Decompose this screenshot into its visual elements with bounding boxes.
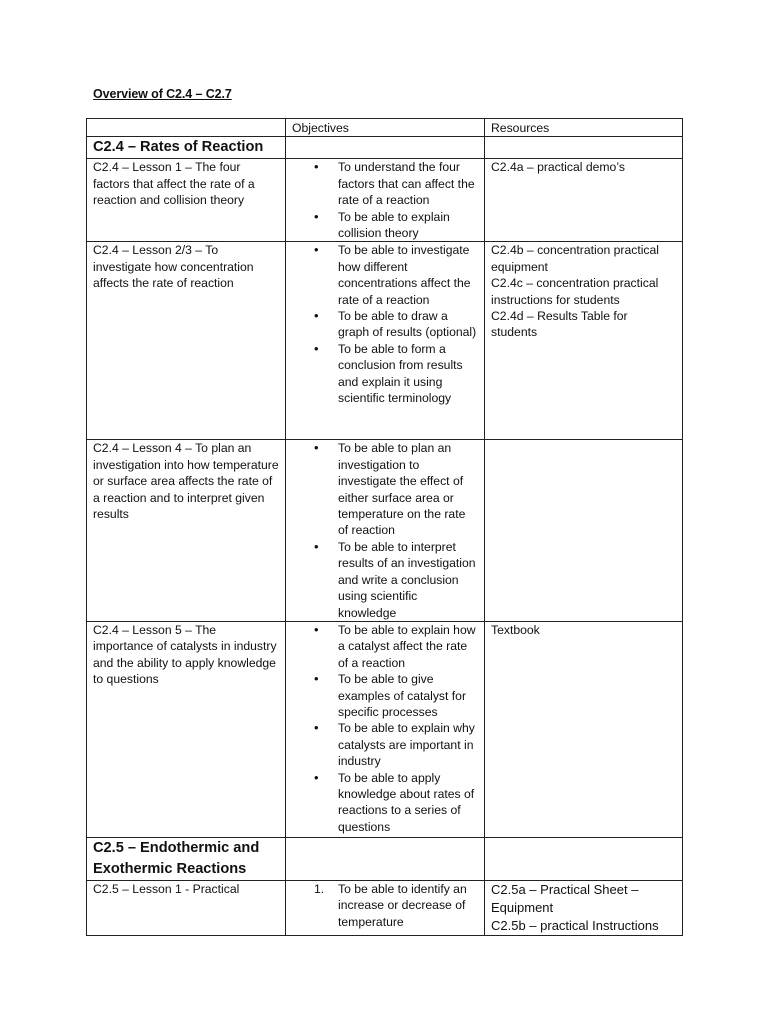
objectives-cell [286, 242, 485, 440]
section-resources-empty [485, 837, 683, 880]
objective-item: • To be able to apply knowledge about rates of reactions to a series of questions [292, 770, 478, 836]
header-objectives: Objectives [286, 119, 485, 137]
objective-item: • To be able to draw a graph of results (optional) [292, 308, 478, 341]
objectives-cell [286, 159, 485, 242]
lesson-cell: C2.4 – Lesson 4 – To plan an investigation into how temperature or surface area affects the rate of a reaction and to interpret given results [87, 440, 286, 621]
resource-item: C2.4d – Results Table for students [491, 309, 628, 340]
lesson-cell: C2.5 – Lesson 1 - Practical [87, 880, 286, 935]
objective-item: • To be able to interpret results of an investigation and write a conclusion using scientific knowledge [292, 539, 478, 621]
section-objectives-empty [286, 837, 485, 880]
resource-item: Textbook [491, 622, 540, 637]
resource-item: C2.4c – concentration practical instructions for students [491, 276, 659, 307]
lesson-cell: C2.4 – Lesson 2/3 – To investigate how concentration affects the rate of reaction [87, 242, 286, 440]
section-objectives-empty [286, 137, 485, 159]
objectives-list [292, 622, 478, 835]
resources-cell [485, 880, 683, 935]
resource-item: C2.5b – practical Instructions [491, 917, 659, 933]
page-title: Overview of C2.4 – C2.7 [93, 87, 232, 101]
objectives-cell [286, 440, 485, 621]
objectives-list [292, 242, 478, 406]
objective-item: • To understand the four factors that can affect the rate of a reaction [292, 159, 478, 208]
objectives-cell [286, 880, 485, 935]
resources-cell [485, 159, 683, 242]
resources-cell [485, 621, 683, 837]
objective-item: • To be able to investigate how different concentrations affect the rate of a reaction [292, 242, 478, 308]
resources-cell [485, 242, 683, 440]
objectives-list [292, 159, 478, 241]
table-row [87, 621, 683, 837]
section-title: C2.5 – Endothermic and Exothermic Reactions [87, 837, 286, 880]
table-row [87, 242, 683, 440]
objective-item: • To be able to plan an investigation to investigate the effect of either surface area or temperature on the rate of reaction [292, 440, 478, 538]
objective-item: • To be able to form a conclusion from results and explain it using scientific terminology [292, 341, 478, 407]
lesson-cell: C2.4 – Lesson 5 – The importance of catalysts in industry and the ability to apply knowledge to questions [87, 621, 286, 837]
section-row [87, 837, 683, 880]
resource-item: C2.4b – concentration practical equipment [491, 243, 660, 274]
objective-item: • To be able to explain why catalysts are important in industry [292, 720, 478, 769]
objective-item: • To be able to explain how a catalyst affect the rate of a reaction [292, 622, 478, 671]
overview-table [86, 118, 683, 936]
objective-item: To be able to identify an increase or decrease of temperature [338, 881, 467, 929]
objectives-cell [286, 621, 485, 837]
resource-item: C2.4a – practical demo’s [491, 160, 625, 175]
objectives-list [292, 881, 478, 930]
resource-item: C2.5a – Practical Sheet – Equipment [491, 881, 639, 915]
objectives-list [292, 440, 478, 620]
objective-item: • To be able to give examples of catalyst for specific processes [292, 671, 478, 720]
lesson-cell: C2.4 – Lesson 1 – The four factors that affect the rate of a reaction and collision theory [87, 159, 286, 242]
section-resources-empty [485, 137, 683, 159]
header-resources: Resources [485, 119, 683, 137]
table-header-row [87, 119, 683, 137]
table-row [87, 159, 683, 242]
table-row [87, 880, 683, 935]
section-row [87, 137, 683, 159]
resources-cell [485, 440, 683, 621]
objective-item: • To be able to explain collision theory [292, 209, 478, 242]
table-row [87, 440, 683, 621]
section-title: C2.4 – Rates of Reaction [87, 137, 286, 159]
header-lesson [87, 119, 286, 137]
